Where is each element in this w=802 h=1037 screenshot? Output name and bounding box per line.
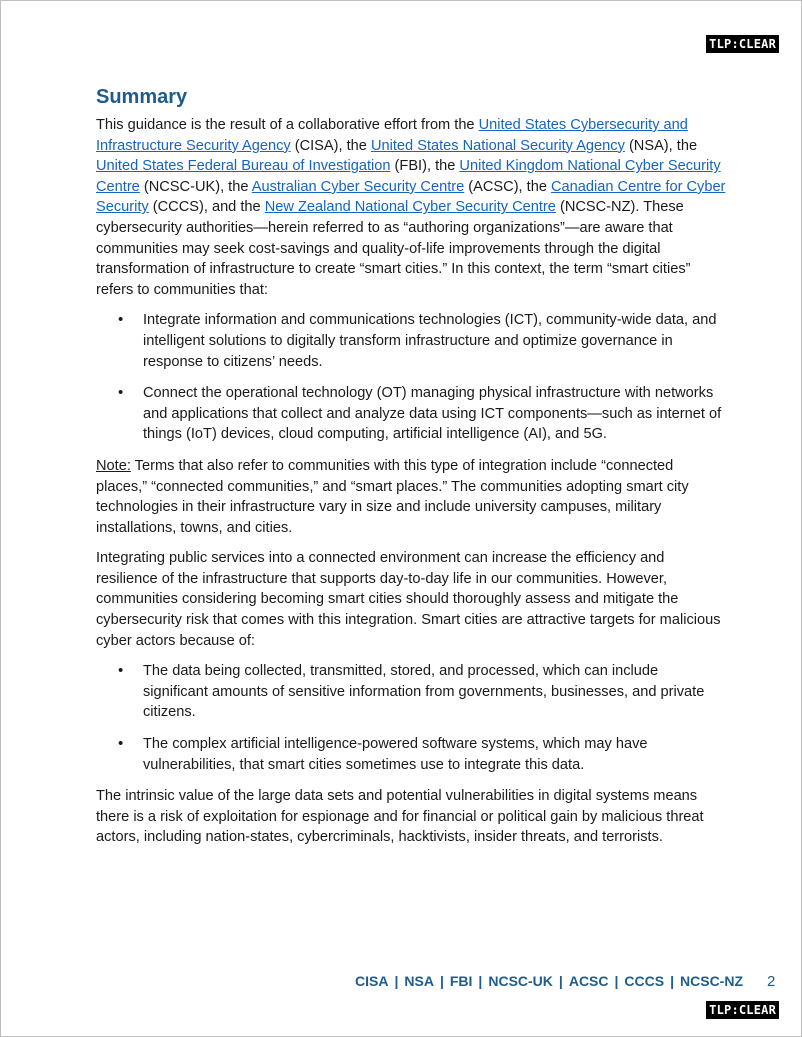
intro-text-2: (CISA), the [290, 137, 371, 154]
footer-separator: | [478, 973, 483, 989]
link-fbi[interactable]: United States Federal Bureau of Investigation [96, 158, 391, 175]
footer-agency: CCCS [624, 973, 665, 989]
list-item: • The data being collected, transmitted, stored, and processed, which can include significant amounts of sensitive information from governments, businesses, and private citizens. [96, 661, 726, 723]
link-acsc[interactable]: Australian Cyber Security Centre [251, 178, 465, 195]
footer-agency: NSA [404, 973, 434, 989]
intro-text-8: (NCSC-NZ). These cybersecurity authorities—herein referred to as “authoring organizations”—are aware that communities may seek cost-savings and quality-of-life improvements through the digital transformation of infrastructure to create “smart cities.” In this context, the term “smart cities” refers to communities that: [96, 199, 691, 298]
footer-separator: | [394, 973, 399, 989]
section-heading: Summary [96, 86, 188, 108]
footer-agency: CISA [355, 973, 389, 989]
link-ncsc-uk[interactable]: United Kingdom National Cyber Security Centre [96, 158, 721, 195]
footer-separator: | [670, 973, 675, 989]
intro-text-1: This guidance is the result of a collaborative effort from the [96, 117, 479, 133]
link-ncsc-nz[interactable]: New Zealand National Cyber Security Centre [264, 199, 556, 216]
note-paragraph [96, 456, 726, 538]
tlp-marking-bottom: TLP:CLEAR [706, 1001, 779, 1019]
footer-agency: NCSC-NZ [680, 973, 744, 989]
intro-paragraph [96, 115, 726, 300]
footer-separator: | [558, 973, 563, 989]
target-reasons-list [96, 661, 726, 775]
page-content [96, 83, 726, 858]
footer-separator: | [439, 973, 444, 989]
smart-city-definition-list [96, 310, 726, 445]
intro-text-6: (ACSC), the [464, 178, 552, 195]
page-number: 2 [767, 973, 776, 990]
tlp-marking-top: TLP:CLEAR [706, 35, 779, 53]
note-label: Note: [96, 457, 131, 474]
footer-agency: NCSC-UK [488, 973, 553, 989]
list-item: • Connect the operational technology (OT) managing physical infrastructure with networks and applications that collect and analyze data using ICT components—such as internet of things (IoT) devices, cloud computing, artificial intelligence (AI), and 5G. [96, 383, 726, 445]
list-item: • The complex artificial intelligence-powered software systems, which may have vulnerabilities, that smart cities sometimes use to integrate this data. [96, 734, 726, 775]
footer-agency: ACSC [568, 973, 609, 989]
link-cccs[interactable]: Canadian Centre for Cyber Security [96, 178, 726, 216]
integration-paragraph: Integrating public services into a connected environment can increase the efficiency and resilience of the infrastructure that supports day-to-day life in our communities. However, communities considering becoming smart cities should thoroughly assess and mitigate the cybersecurity risk that comes with this integration. Smart cities are attractive targets for malicious cyber actors because of: [96, 550, 721, 649]
link-cisa[interactable]: United States Cybersecurity and Infrastructure Security Agency [96, 117, 688, 154]
intro-text-5: (NCSC-UK), the [139, 178, 252, 195]
note-text: Terms that also refer to communities with this type of integration include “connected places,” “connected communities,” and “smart places.” The communities adopting smart city technologies in their infrastructure vary in size and include university campuses, military installations, towns, and cities. [96, 457, 689, 536]
risk-paragraph: The intrinsic value of the large data sets and potential vulnerabilities in digital systems means there is a risk of exploitation for espionage and for financial or political gain by malicious threat actors, including nation-states, cybercriminals, hacktivists, insider threats, and terrorists. [96, 788, 704, 846]
page-footer [355, 971, 775, 992]
intro-text-7: (CCCS), and the [148, 199, 265, 216]
list-item: • Integrate information and communications technologies (ICT), community-wide data, and intelligent solutions to digitally transform infrastructure and optimize governance in response to citizens’ needs. [96, 310, 726, 372]
link-nsa[interactable]: United States National Security Agency [370, 137, 625, 154]
footer-agency: FBI [449, 973, 473, 989]
intro-text-4: (FBI), the [390, 158, 460, 175]
intro-text-3: (NSA), the [624, 137, 698, 154]
footer-separator: | [614, 973, 619, 989]
